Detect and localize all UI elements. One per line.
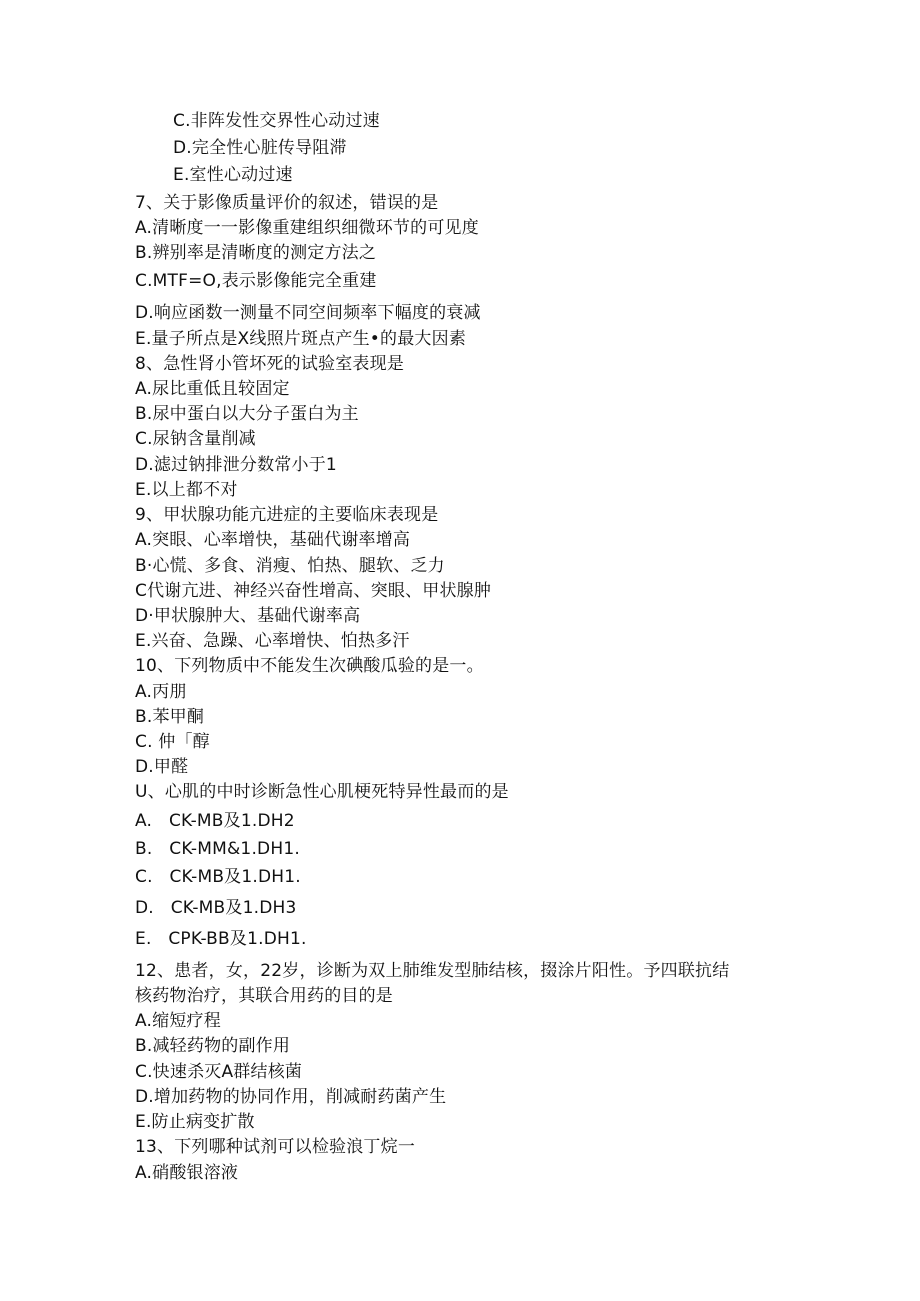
text-line: B·心慌、多食、消瘦、怕热、腿软、乏力 (135, 556, 445, 576)
text-line: E.以上都不对 (135, 480, 238, 500)
text-line: C. 仲「醇 (135, 732, 210, 752)
text-line: B.苯甲酮 (135, 707, 205, 727)
text-line: 核药物治疗，其联合用药的目的是 (135, 986, 393, 1006)
question-title: 8、急性肾小管坏死的试验室表现是 (135, 354, 405, 374)
text-line: E. CPK-BB及1.DH1. (135, 929, 307, 949)
text-line: A.尿比重低且较固定 (135, 379, 290, 399)
question-title: 7、关于影像质量评价的叙述，错误的是 (135, 193, 439, 213)
text-line: B.减轻药物的副作用 (135, 1036, 291, 1056)
text-line: C.MTF=O,表示影像能完全重建 (135, 271, 377, 291)
text-line: C代谢亢进、神经兴奋性增高、突眼、甲状腺肿 (135, 581, 492, 601)
question-title: 12、患者，女，22岁，诊断为双上肺维发型肺结核，掇涂片阳性。予四联抗结 (135, 961, 730, 981)
text-line: A.硝酸银溶液 (135, 1163, 239, 1183)
text-line: D.响应函数一测量不同空间频率下幅度的衰减 (135, 303, 481, 323)
text-line: D.增加药物的协同作用，削减耐药菌产生 (135, 1087, 447, 1107)
text-line: A.清晰度一一影像重建组织细微环节的可见度 (135, 218, 479, 238)
question-title: U、心肌的中时诊断急性心肌梗死特异性最而的是 (135, 782, 509, 802)
text-line: D. CK-MB及1.DH3 (135, 898, 297, 918)
text-line: D.完全性心脏传导阻滞 (173, 138, 347, 158)
question-title: 10、下列物质中不能发生次碘酸瓜验的是一。 (135, 656, 484, 676)
text-line: B. CK-MM&1.DH1. (135, 839, 300, 859)
text-line: E.室性心动过速 (173, 165, 293, 185)
text-line: D·甲状腺肿大、基础代谢率高 (135, 606, 361, 626)
text-line: A. CK-MB及1.DH2 (135, 811, 295, 831)
text-line: C.尿钠含量削减 (135, 429, 256, 449)
text-line: C.非阵发性交界性心动过速 (173, 111, 380, 131)
text-line: E.兴奋、急躁、心率增快、怕热多汗 (135, 631, 410, 651)
text-line: E.量子所点是X线照片斑点产生•的最大因素 (135, 329, 467, 349)
text-line: C. CK-MB及1.DH1. (135, 867, 301, 887)
text-line: A.突眼、心率增快，基础代谢率增高 (135, 530, 411, 550)
text-line: C.快速杀灭A群结核菌 (135, 1062, 303, 1082)
text-line: A.丙朋 (135, 682, 187, 702)
text-line: D.滤过钠排泄分数常小于1 (135, 455, 337, 475)
question-title: 13、下列哪种试剂可以检验浪丁烷一 (135, 1137, 416, 1157)
text-line: D.甲醛 (135, 757, 189, 777)
text-line: B.辨别率是清晰度的测定方法之 (135, 243, 377, 263)
question-title: 9、甲状腺功能亢进症的主要临床表现是 (135, 505, 439, 525)
text-line: A.缩短疗程 (135, 1011, 221, 1031)
text-line: E.防止病变扩散 (135, 1112, 255, 1132)
text-line: B.尿中蛋白以大分子蛋白为主 (135, 404, 359, 424)
